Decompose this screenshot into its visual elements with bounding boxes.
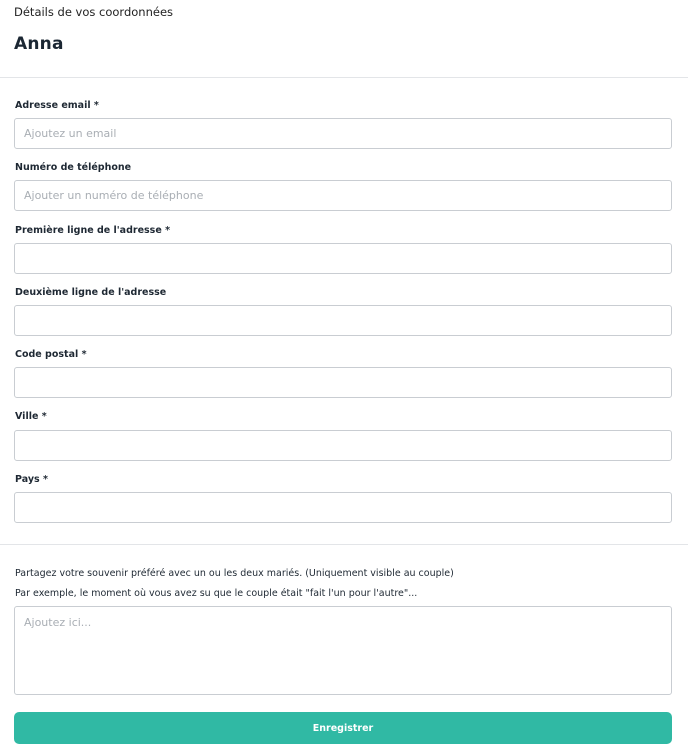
postal-code-label-text: Code postal [15, 349, 79, 360]
save-button[interactable]: Enregistrer [14, 712, 672, 744]
city-label [15, 411, 47, 422]
postal-code-label [15, 349, 87, 360]
city-label-text: Ville [15, 411, 39, 422]
postal-code-input[interactable] [14, 367, 672, 398]
country-label [15, 474, 48, 485]
contact-details-header [0, 0, 688, 77]
memory-example: Par exemple, le moment où vous avez su que le couple était "fait l'un pour l'autre"... [15, 588, 418, 599]
phone-input[interactable] [14, 180, 672, 211]
page-subtitle: Détails de vos coordonnées [14, 5, 174, 19]
address-line-2-input[interactable] [14, 305, 672, 336]
header-divider [0, 77, 688, 78]
guest-name: Anna [14, 34, 64, 54]
address-line-1-label-text: Première ligne de l'adresse [15, 225, 162, 236]
section-divider [0, 544, 688, 545]
address-line-1-input[interactable] [14, 243, 672, 274]
email-label [15, 100, 99, 111]
email-label-text: Adresse email [15, 100, 91, 111]
required-marker: * [93, 100, 99, 111]
required-marker: * [43, 474, 48, 485]
required-marker: * [165, 225, 171, 236]
email-input[interactable] [14, 118, 672, 149]
memory-prompt: Partagez votre souvenir préféré avec un ou les deux mariés. (Uniquement visible au couple) [15, 568, 454, 579]
country-label-text: Pays [15, 474, 40, 485]
memory-textarea[interactable] [14, 606, 672, 695]
country-input[interactable] [14, 492, 672, 523]
phone-label: Numéro de téléphone [15, 162, 132, 173]
city-input[interactable] [14, 430, 672, 461]
required-marker: * [41, 411, 47, 422]
address-line-1-label [15, 225, 170, 236]
address-line-2-label: Deuxième ligne de l'adresse [15, 287, 167, 298]
required-marker: * [81, 349, 87, 360]
